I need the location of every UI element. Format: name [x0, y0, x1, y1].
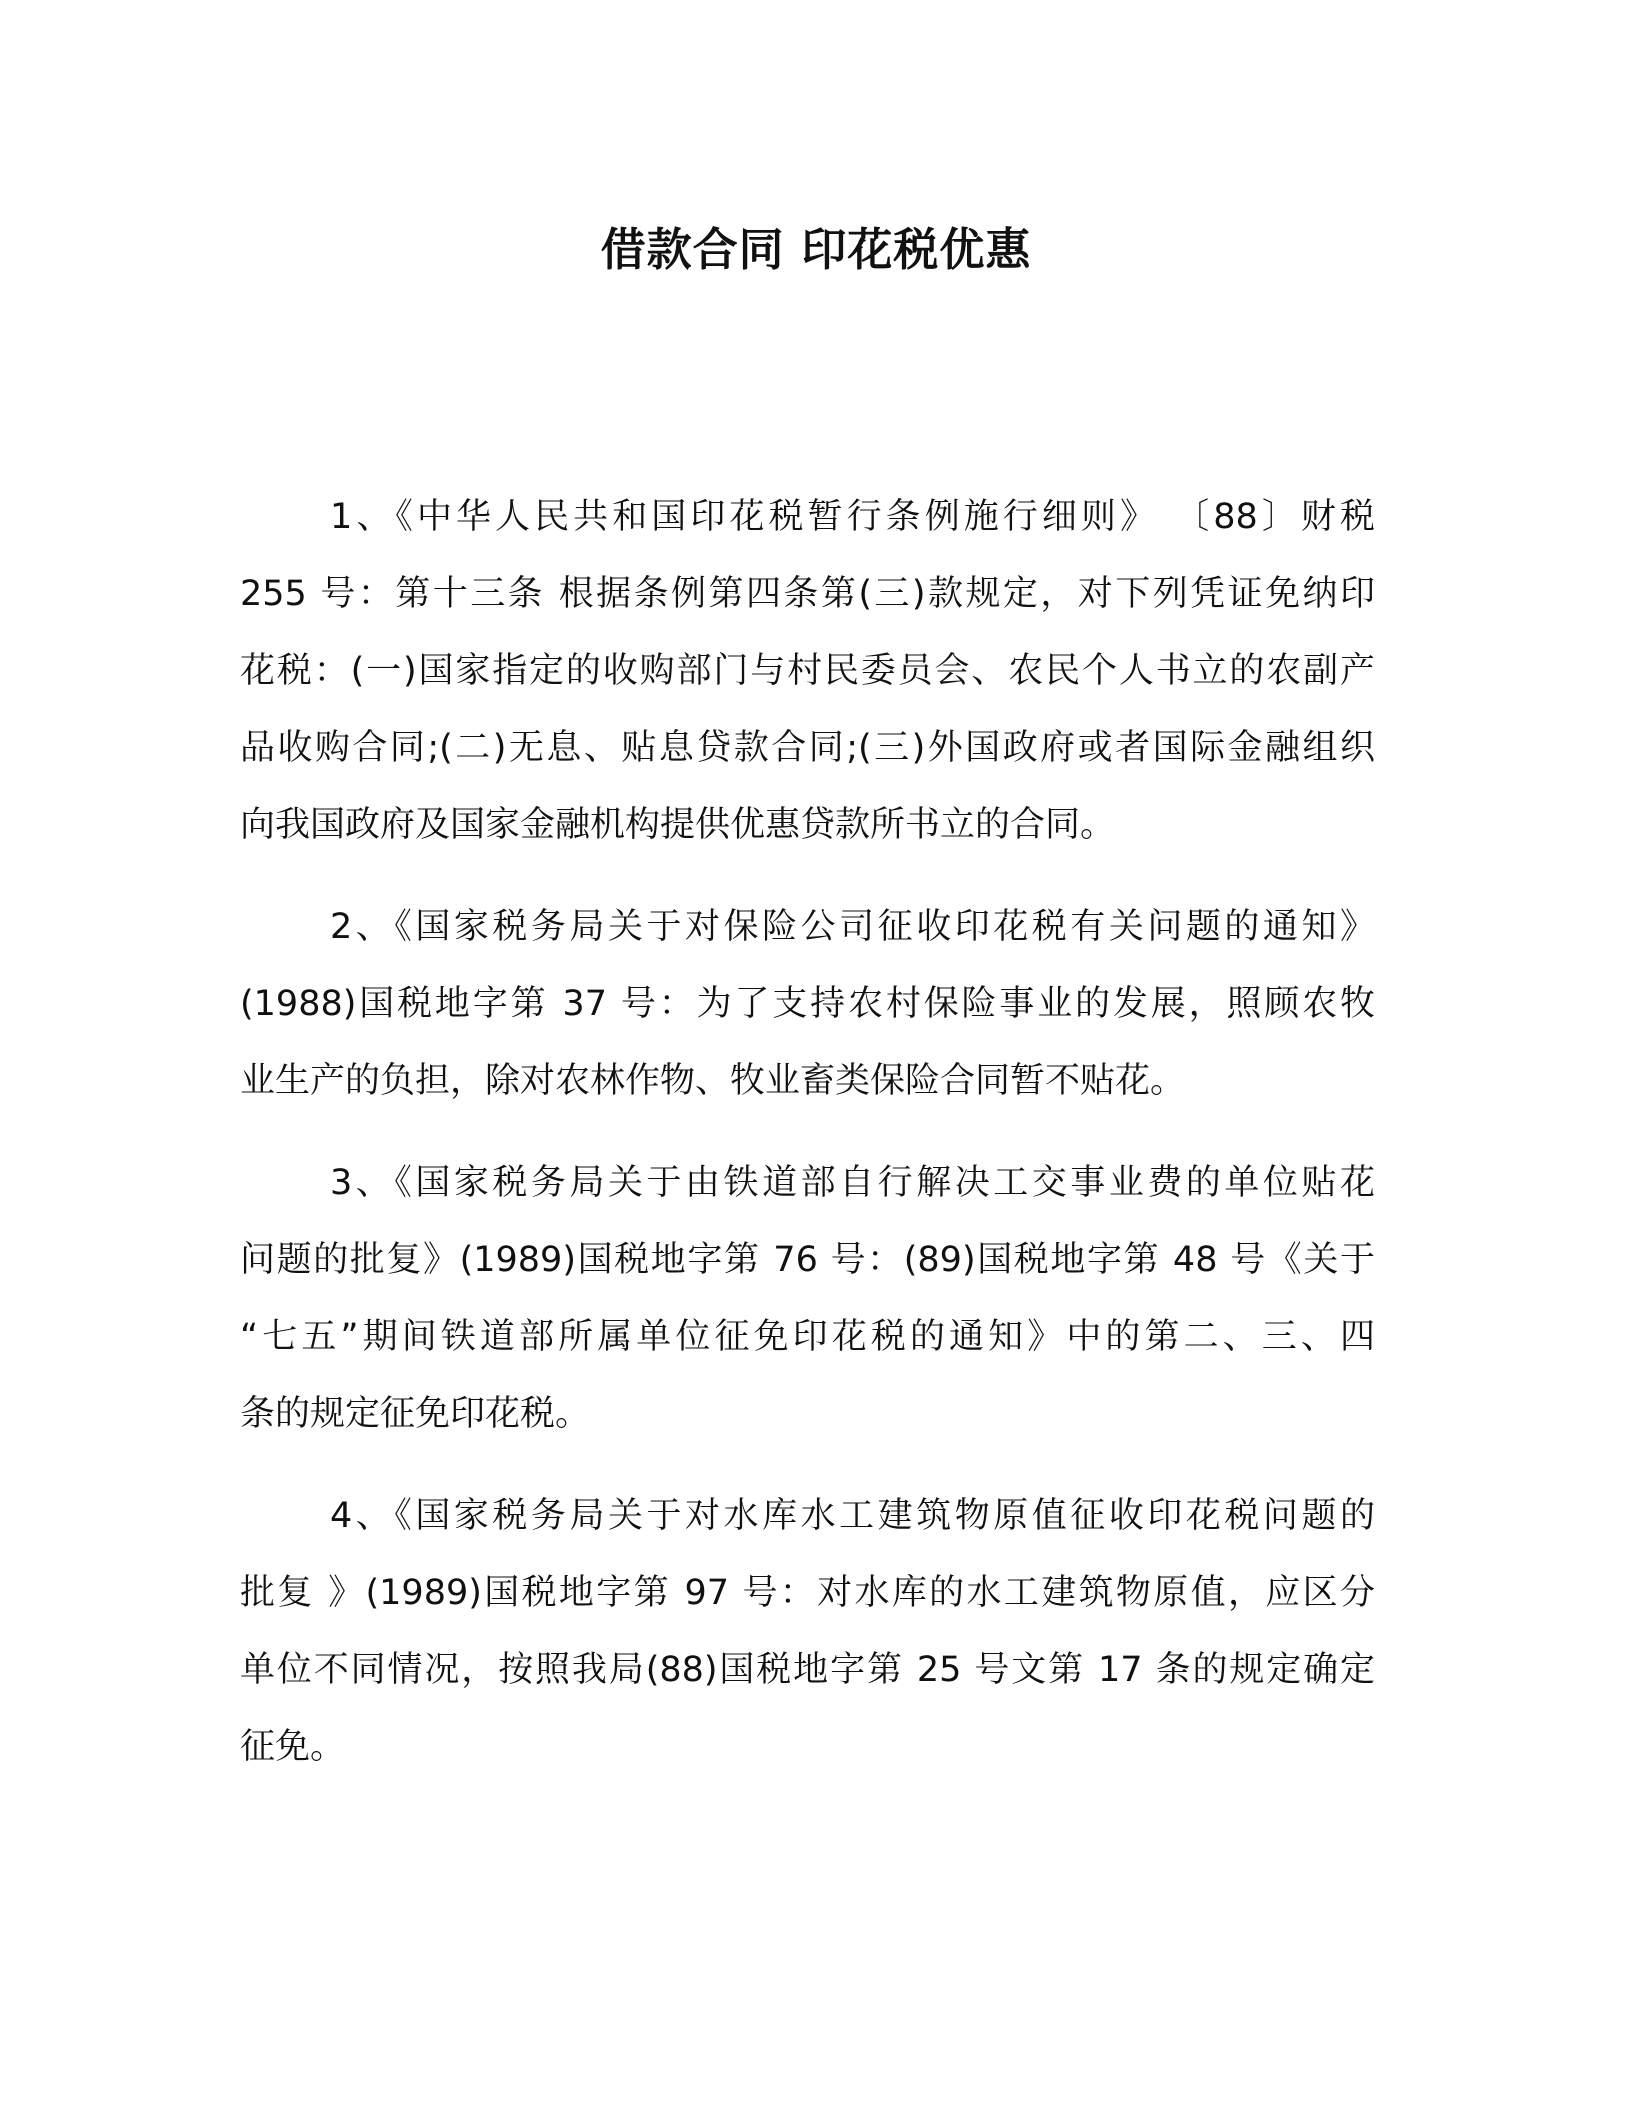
text-line: “七五”期间铁道部所属单位征免印花税的通知》中的第二、三、四: [240, 1317, 1375, 1357]
text-line: 条的规定征免印花税。: [240, 1394, 591, 1434]
text-line: 2、《国家税务局关于对保险公司征收印花税有关问题的通知》: [330, 907, 1375, 947]
document-body: [240, 479, 1375, 1811]
text-line: 4、《国家税务局关于对水库水工建筑物原值征收印花税问题的: [330, 1496, 1375, 1536]
text-line: 单位不同情况，按照我局(88)国税地字第 25 号文第 17 条的规定确定: [240, 1650, 1375, 1690]
paragraph-1: [240, 479, 1375, 864]
paragraph-2: [240, 889, 1375, 1120]
text-line: 批复 》(1989)国税地字第 97 号：对水库的水工建筑物原值，应区分: [240, 1573, 1375, 1613]
text-line: 问题的批复》(1989)国税地字第 76 号：(89)国税地字第 48 号《关于: [240, 1240, 1375, 1280]
text-line: 征免。: [240, 1727, 346, 1767]
text-line: 花税：(一)国家指定的收购部门与村民委员会、农民个人书立的农副产: [240, 651, 1375, 691]
text-line: 品收购合同;(二)无息、贴息贷款合同;(三)外国政府或者国际金融组织: [240, 728, 1375, 768]
paragraph-4: [240, 1478, 1375, 1786]
text-line: 255 号：第十三条 根据条例第四条第(三)款规定，对下列凭证免纳印: [240, 574, 1375, 614]
paragraph-3: [240, 1145, 1375, 1453]
text-line: 1、《中华人民共和国印花税暂行条例施行细则》 〔88〕财税: [330, 497, 1375, 537]
document-title: 借款合同 印花税优惠: [600, 223, 1032, 276]
text-line: 3、《国家税务局关于由铁道部自行解决工交事业费的单位贴花: [330, 1163, 1375, 1203]
text-line: (1988)国税地字第 37 号：为了支持农村保险事业的发展，照顾农牧: [240, 984, 1375, 1024]
text-line: 业生产的负担，除对农林作物、牧业畜类保险合同暂不贴花。: [240, 1061, 1186, 1101]
text-line: 向我国政府及国家金融机构提供优惠贷款所书立的合同。: [240, 805, 1116, 845]
